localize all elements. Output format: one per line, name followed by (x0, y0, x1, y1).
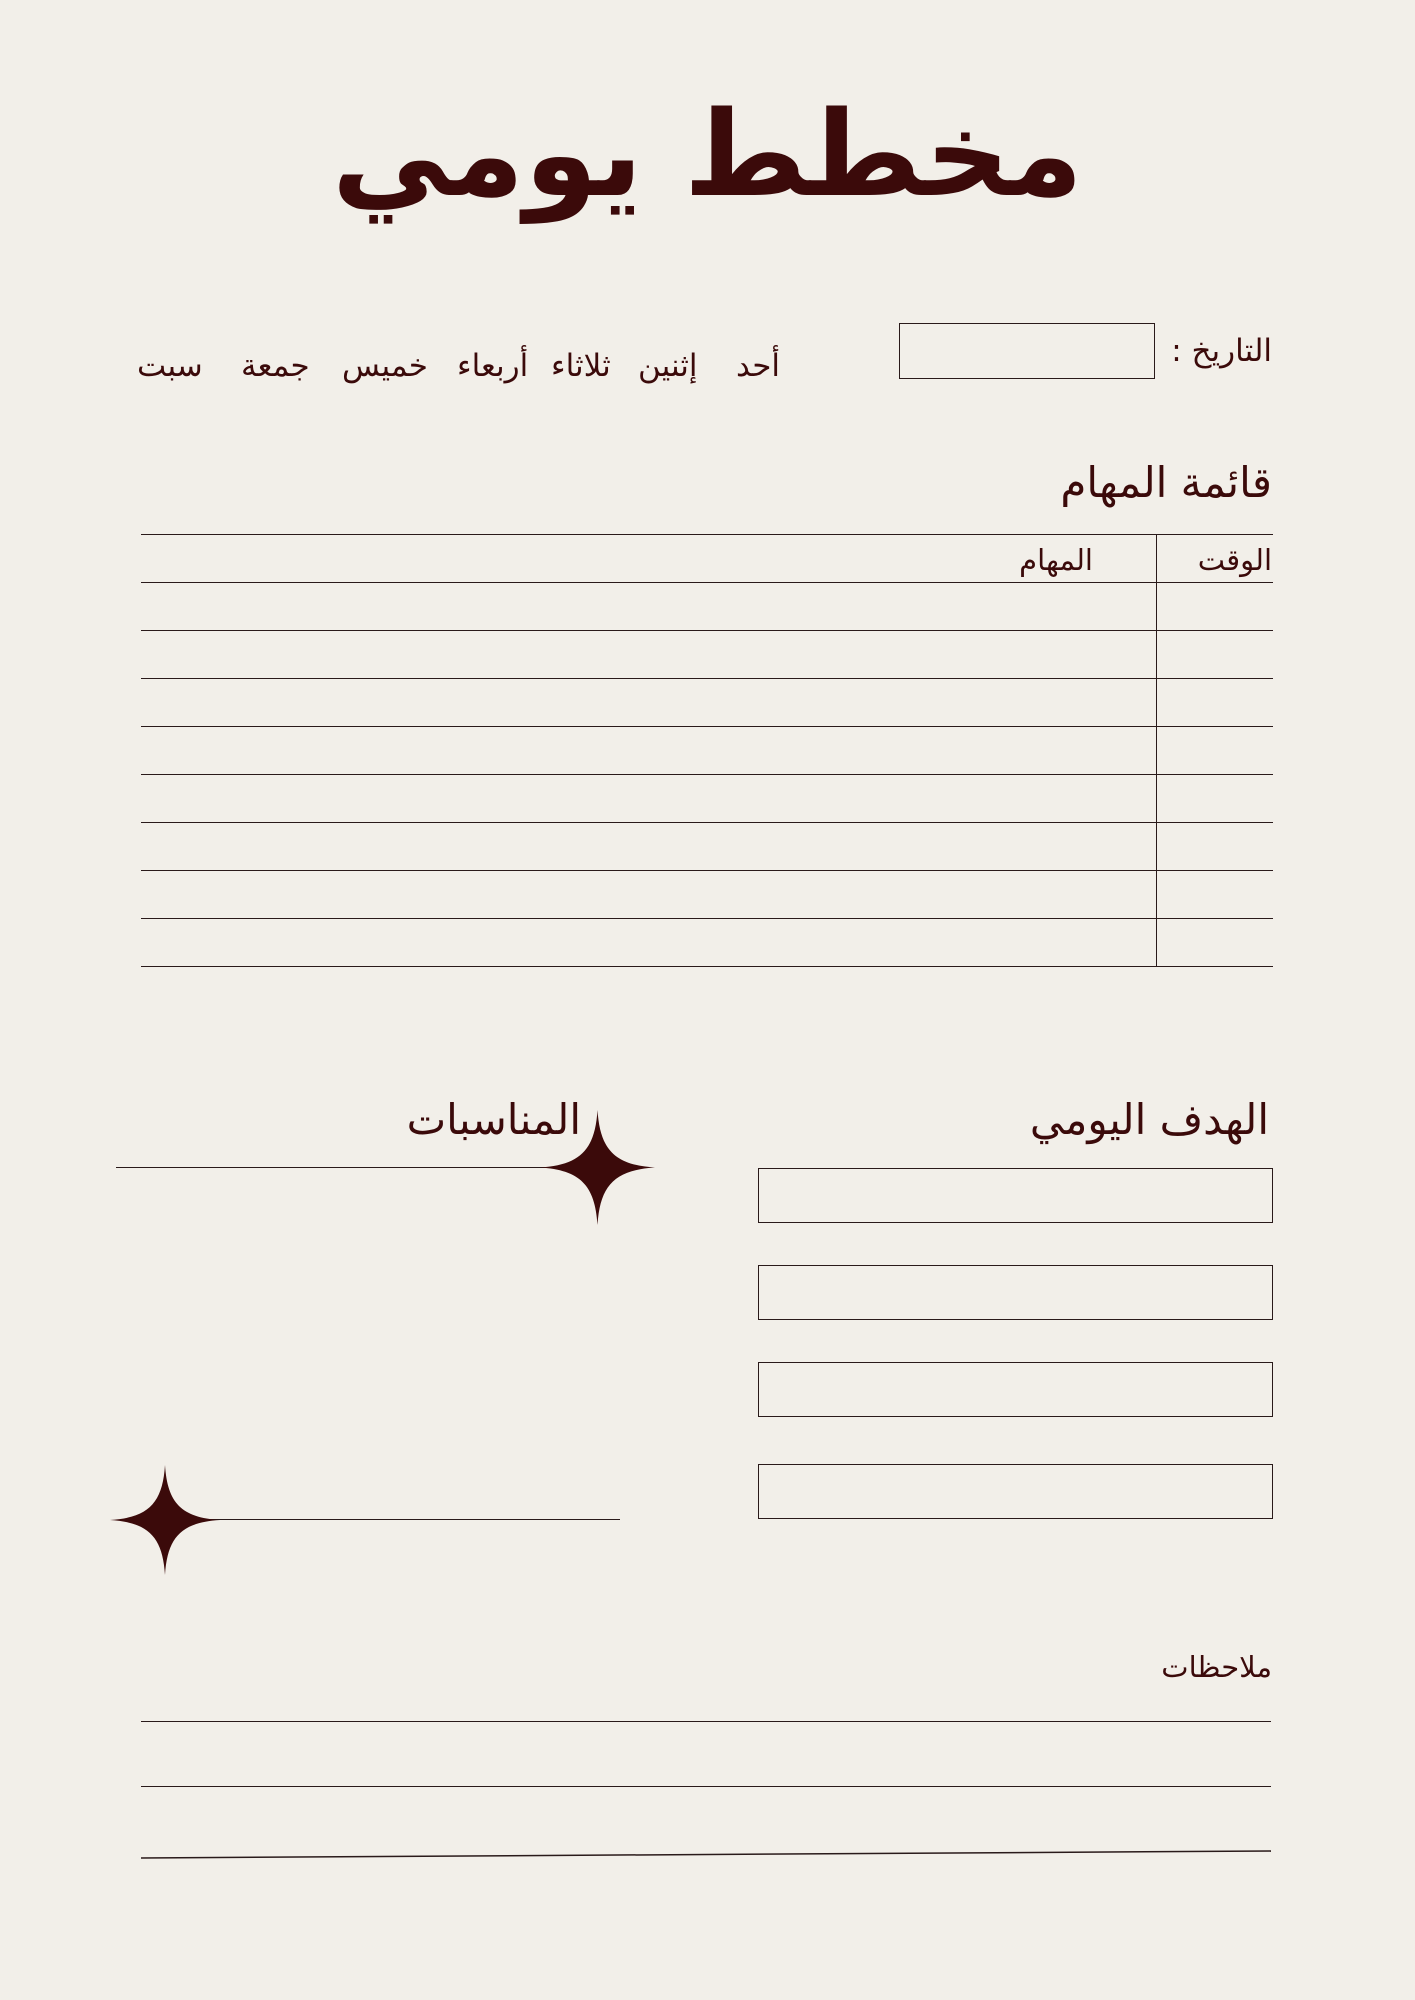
day-tuesday[interactable]: ثلاثاء (551, 348, 611, 384)
notes-label: ملاحظات (1161, 1650, 1272, 1684)
day-monday[interactable]: إثنين (638, 348, 698, 384)
table-row-line (141, 918, 1273, 919)
table-row-line (141, 870, 1273, 871)
notes-line-1[interactable] (141, 1721, 1271, 1722)
goal-box-3[interactable] (758, 1362, 1273, 1417)
table-row-line (141, 966, 1273, 967)
col-time-header: الوقت (1197, 543, 1272, 577)
table-row-line (141, 678, 1273, 679)
col-tasks-header: المهام (1019, 543, 1093, 577)
notes-line-2[interactable] (141, 1786, 1271, 1787)
table-top-line (141, 534, 1273, 535)
table-column-divider (1156, 534, 1157, 966)
occasions-bottom-line (160, 1519, 620, 1520)
day-thursday[interactable]: خميس (342, 348, 428, 384)
four-point-star-icon (540, 1110, 655, 1225)
table-row-line (141, 582, 1273, 583)
day-friday[interactable]: جمعة (241, 348, 310, 384)
date-label: التاريخ : (1171, 333, 1272, 369)
daily-goal-title: الهدف اليومي (1029, 1095, 1269, 1144)
table-row-line (141, 822, 1273, 823)
four-point-star-icon (110, 1465, 220, 1575)
goal-box-1[interactable] (758, 1168, 1273, 1223)
notes-line-3[interactable] (141, 1845, 1273, 1861)
day-sunday[interactable]: أحد (736, 348, 781, 384)
table-row-line (141, 630, 1273, 631)
date-input-box[interactable] (899, 323, 1155, 379)
table-row-line (141, 774, 1273, 775)
table-row-line (141, 726, 1273, 727)
occasions-top-line (116, 1167, 596, 1168)
occasions-title: المناسبات (406, 1095, 581, 1144)
day-wednesday[interactable]: أربعاء (457, 348, 529, 384)
page-title: مخطط يومي (331, 85, 1084, 223)
goal-box-4[interactable] (758, 1464, 1273, 1519)
goal-box-2[interactable] (758, 1265, 1273, 1320)
tasks-title: قائمة المهام (1060, 458, 1272, 507)
day-saturday[interactable]: سبت (137, 348, 203, 384)
